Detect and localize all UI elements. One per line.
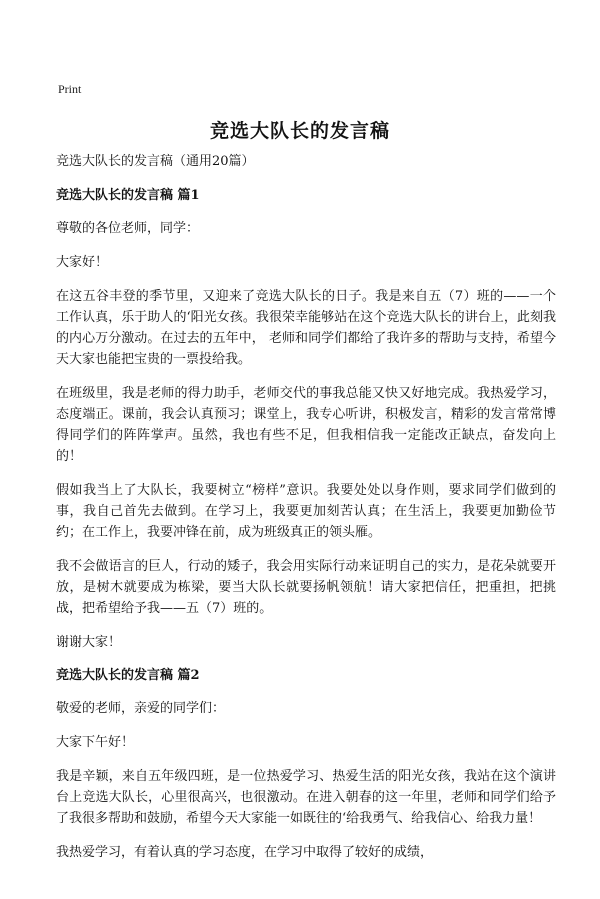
document-body [56, 152, 556, 876]
paragraph: 在这五谷丰登的季节里，又迎来了竞选大队长的日子。我是来自五（7）班的——一个工作认真，乐于助人的‘阳光女孩。我很荣幸能够站在这个竞选大队长的讲台上，此刻我的内心万分激动。在过去的五年中， 老师和同学们都给了我许多的帮助与支持，希望今天大家也能把宝贵的一票投给我。 [56, 289, 556, 367]
section-2 [56, 666, 556, 863]
document-title: 竞选大队长的发言稿 [209, 120, 390, 142]
paragraph: 敬爱的老师，亲爱的同学们： [56, 701, 226, 716]
document-subtitle: 竞选大队长的发言稿（通用20篇） [56, 154, 255, 169]
paragraph: 尊敬的各位老师，同学： [56, 221, 200, 236]
paragraph: 假如我当上了大队长，我要树立“榜样”意识。我要处处以身作则，要求同学们做到的事，我自己首先去做到。在学习上，我要更加刻苦认真；在生活上，我要更加勤俭节约；在工作上，我要冲锋在前，成为班级真正的领头雁。 [56, 483, 556, 540]
paragraph: 我是辛颖，来自五年级四班，是一位热爱学习、热爱生活的阳光女孩，我站在这个演讲台上竞选大队长，心里很高兴，也很激动。在进入朝春的这一年里，老师和同学们给予了我很多帮助和鼓励，希望今天大家能一如既往的‘给我勇气、给我信心、给我力量！ [56, 769, 556, 826]
section-1 [56, 186, 556, 653]
paragraph: 我不会做语言的巨人，行动的矮子，我会用实际行动来证明自己的实力，是花朵就要开放，是树木就要成为栋梁，要当大队长就要扬帆领航！请大家把信任，把重担，把挑战，把希望给予我——五（7）班的。 [56, 559, 556, 616]
paragraph: 大家下午好！ [56, 735, 135, 750]
paragraph: 谢谢大家！ [56, 635, 122, 650]
section-heading: 竞选大队长的发言稿 篇2 [56, 668, 200, 683]
paragraph: 大家好！ [56, 255, 109, 270]
paragraph: 我热爱学习，有着认真的学习态度，在学习中取得了较好的成绩， [56, 845, 434, 860]
section-heading: 竞选大队长的发言稿 篇1 [56, 188, 200, 203]
paragraph: 在班级里，我是老师的得力助手，老师交代的事我总能又快又好地完成。我热爱学习，态度端正。课前，我会认真预习；课堂上，我专心听讲，积极发言，精彩的发言常常博得同学们的阵阵掌声。虽然，我也有些不足，但我相信我一定能改正缺点，奋发向上的！ [56, 386, 556, 464]
print-label: Print [58, 82, 82, 96]
